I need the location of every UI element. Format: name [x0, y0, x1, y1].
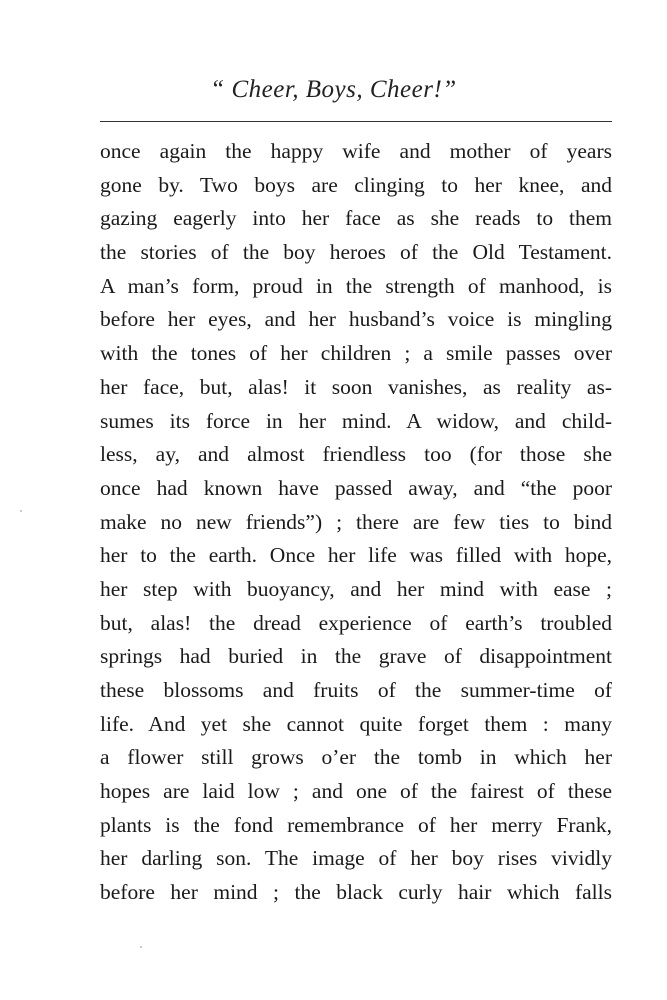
header-rule — [100, 121, 612, 122]
text-line: her darling son. The image of her boy rises vividly — [100, 846, 612, 871]
paper-speck — [20, 510, 22, 512]
text-line: plants is the fond remembrance of her merry Frank, — [100, 812, 612, 837]
text-line: these blossoms and fruits of the summer-time of — [100, 678, 612, 702]
text-line: her to the earth. Once her life was filled with hope, — [100, 543, 612, 568]
text-line: gazing eagerly into her face as she reads to them — [100, 206, 612, 231]
text-line: with the tones of her children ; a smile passes over — [100, 341, 612, 366]
running-head: “ Cheer, Boys, Cheer!” — [210, 76, 457, 103]
text-line: the stories of the boy heroes of the Old Testament. — [100, 240, 612, 265]
body-text — [100, 135, 612, 910]
text-line: less, ay, and almost friendless too (for those she — [100, 442, 612, 467]
text-line: sumes its force in her mind. A widow, and child- — [100, 408, 612, 433]
text-line: once again the happy wife and mother of years — [100, 139, 612, 163]
paper-speck — [140, 946, 142, 948]
text-line: her step with buoyancy, and her mind with ease ; — [100, 576, 612, 601]
text-line: springs had buried in the grave of disappointment — [100, 644, 612, 669]
text-line: gone by. Two boys are clinging to her knee, and — [100, 172, 612, 197]
text-line: but, alas! the dread experience of earth’s troubled — [100, 610, 612, 635]
text-line: life. And yet she cannot quite forget them : many — [100, 711, 612, 736]
text-line: once had known have passed away, and “the poor — [100, 475, 612, 500]
text-line: A man’s form, proud in the strength of manhood, is — [100, 273, 612, 298]
text-line: before her eyes, and her husband’s voice is mingling — [100, 307, 612, 332]
text-line: before her mind ; the black curly hair which falls — [100, 880, 612, 905]
text-line: her face, but, alas! it soon vanishes, as reality as- — [100, 374, 612, 399]
text-line: hopes are laid low ; and one of the fairest of these — [100, 779, 612, 804]
text-line: make no new friends”) ; there are few ties to bind — [100, 509, 612, 534]
text-line: a flower still grows o’er the tomb in which her — [100, 745, 612, 770]
